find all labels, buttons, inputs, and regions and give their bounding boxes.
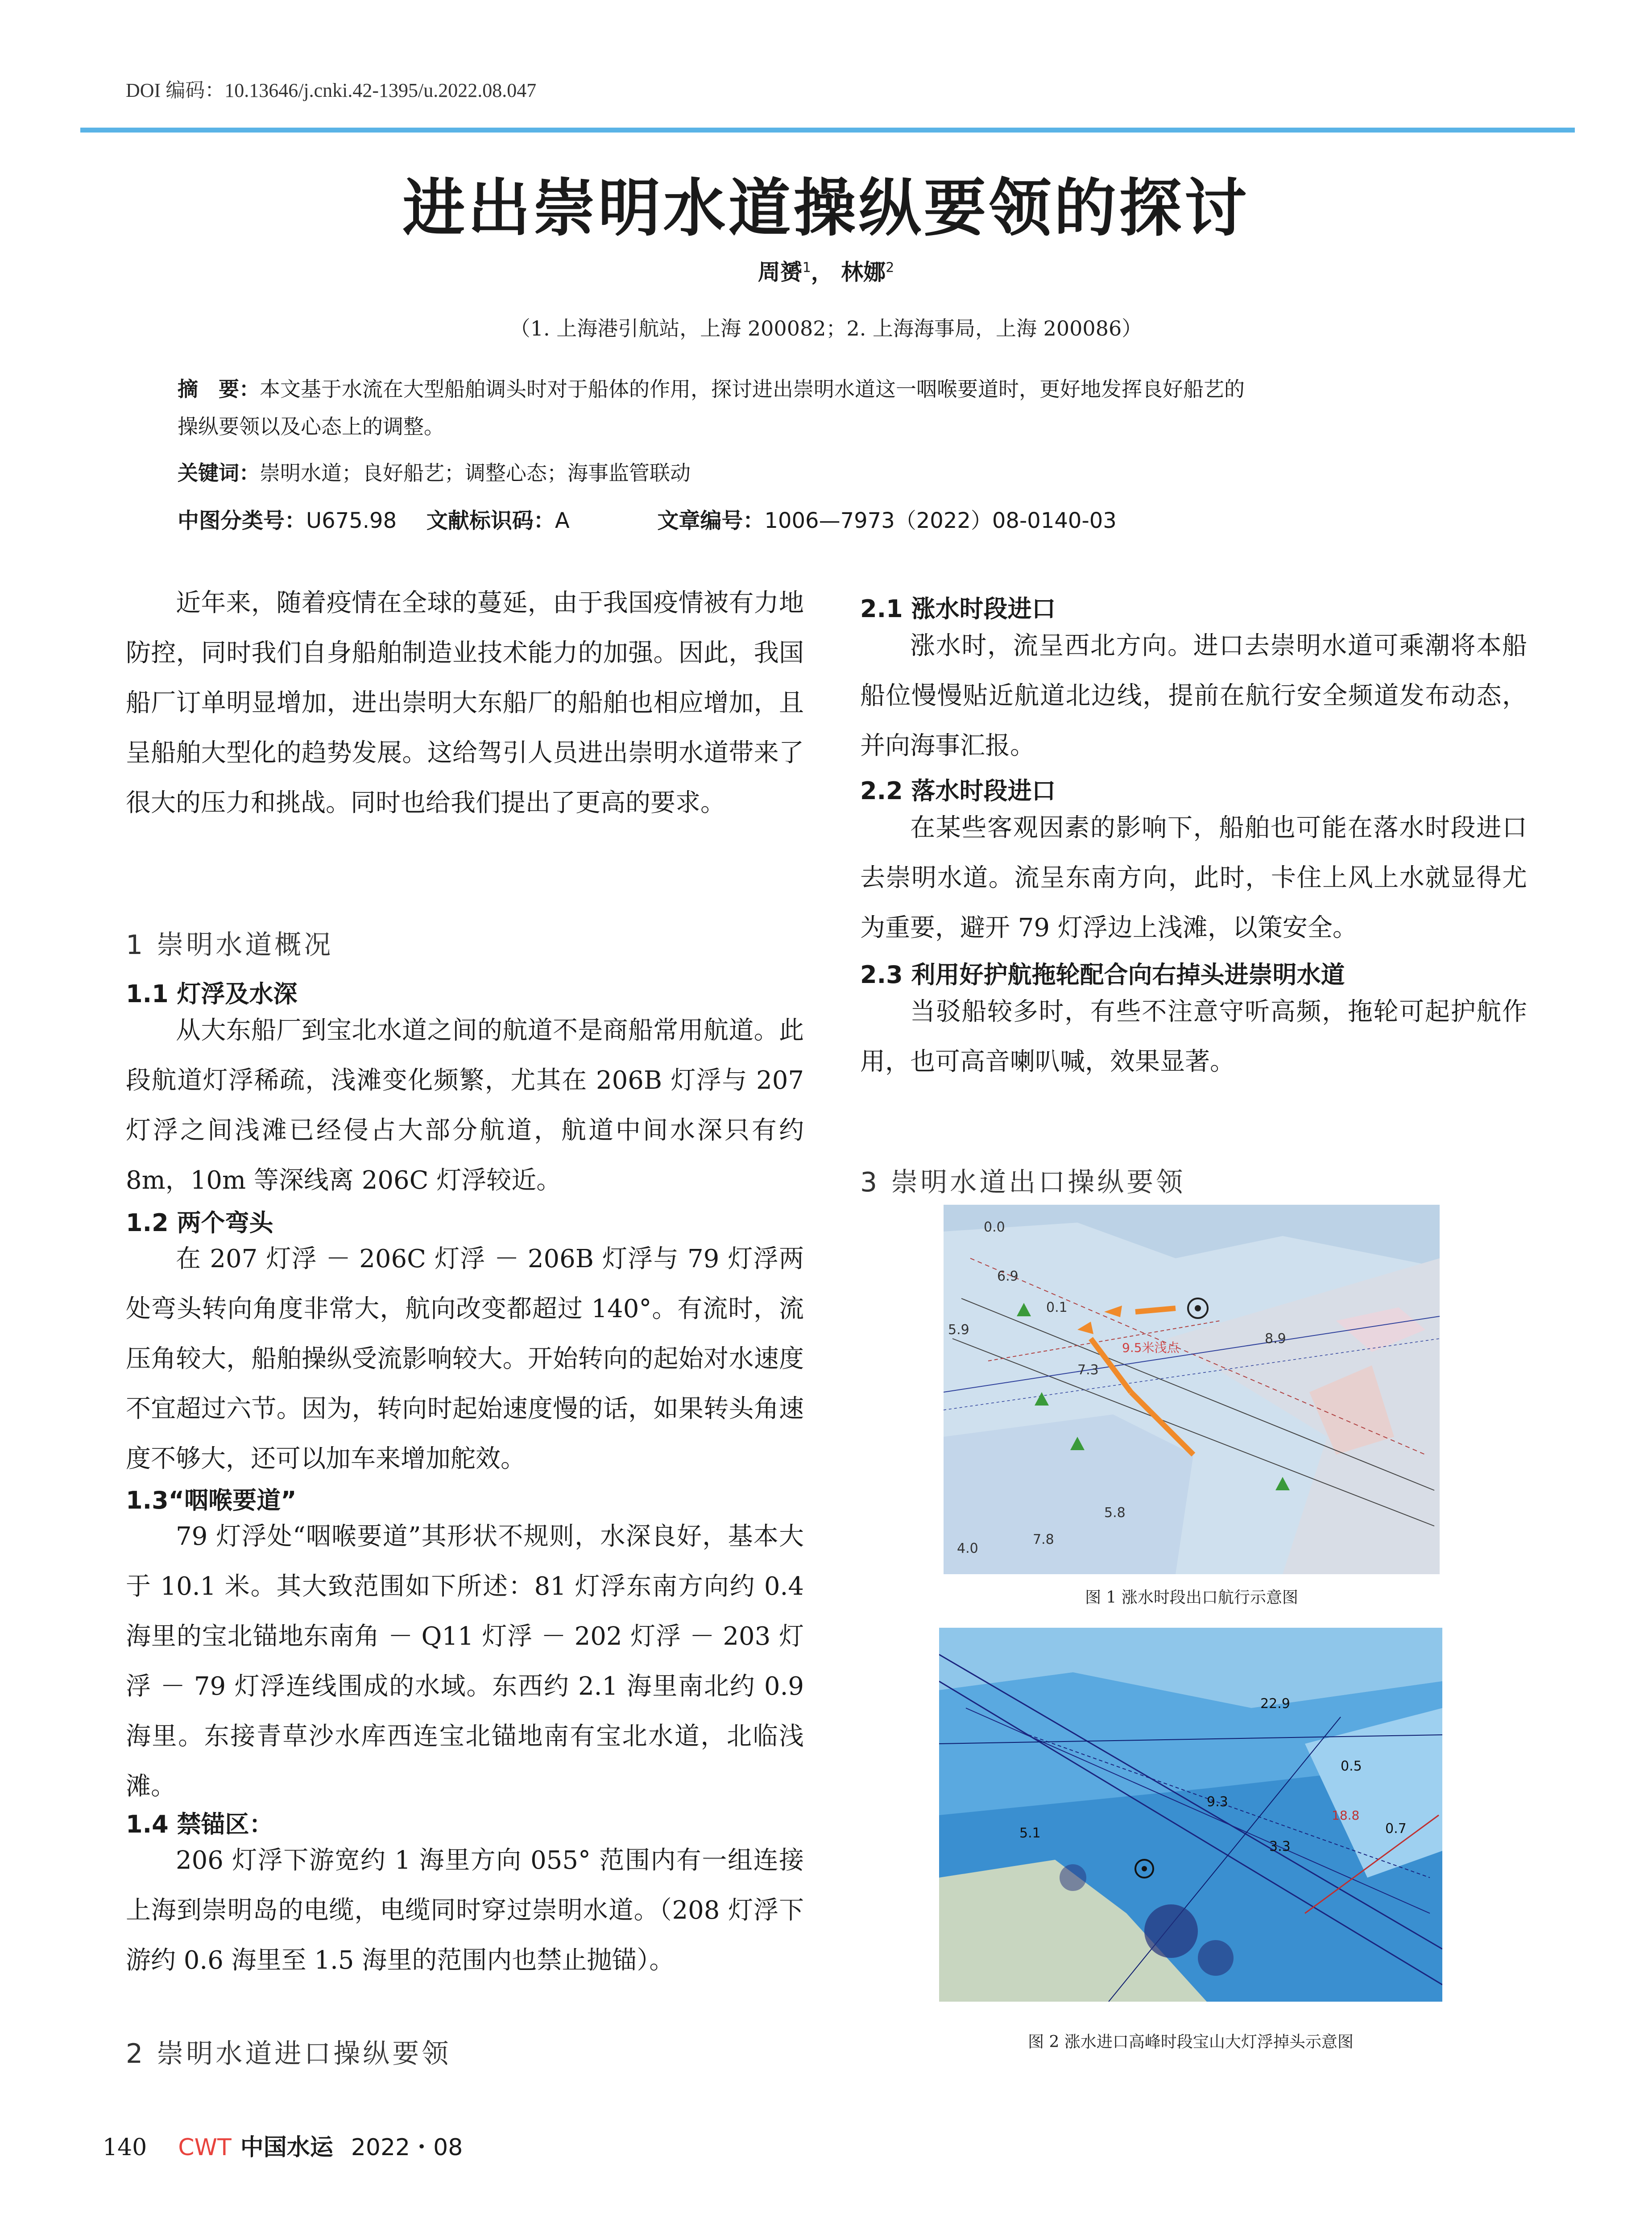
fig1-depth-2: 0.1	[1046, 1300, 1068, 1315]
figure-2-caption: 图 2 涨水进口高峰时段宝山大灯浮掉头示意图	[1028, 2033, 1354, 2051]
author-1: 周赟	[758, 259, 803, 285]
fig1-depth-9: 7.8	[1033, 1532, 1054, 1547]
clc-value: U675.98	[306, 508, 397, 533]
abstract-line-1: 本文基于水流在大型船舶调头时对于船体的作用，探讨进出崇明水道这一咽喉要道时，更好地发挥良好船艺的	[260, 377, 1245, 401]
issue-number: 2022・08	[351, 2134, 463, 2161]
abstract-line-2: 操纵要领以及心态上的调整。	[178, 415, 444, 439]
keywords-text: 崇明水道；良好船艺；调整心态；海事监管联动	[260, 461, 691, 485]
paragraph-1-2: 在 207 灯浮 － 206C 灯浮 － 206B 灯浮与 79 灯浮两处弯头转向角度非常大，航向改变都超过 140°。有流时，流压角较大，船舶操纵受流影响较大。开始转向的起始对水速度不宜超过六节。因为，转向时起始速度慢的话，如果转头角速度不够大，还可以加车来增加舵效。	[126, 1244, 804, 1473]
section-1-3-heading: 1.3“咽喉要道”	[126, 1486, 297, 1514]
figure-1-caption: 图 1 涨水时段出口航行示意图	[1085, 1588, 1298, 1607]
fig1-depth-1: 0.0	[984, 1219, 1005, 1235]
paragraph-2-2: 在某些客观因素的影响下，船舶也可能在落水时段进口去崇明水道。流呈东南方向，此时，卡住上风上水就显得尤为重要，避开 79 灯浮边上浅滩，以策安全。	[860, 813, 1527, 942]
article-title: 进出崇明水道操纵要领的探讨	[402, 172, 1250, 245]
section-1-1-heading: 1.1 灯浮及水深	[126, 980, 298, 1008]
section-2-1-heading: 2.1 涨水时段进口	[860, 595, 1056, 623]
fig2-depth-6: 3.3	[1269, 1839, 1291, 1854]
section-2-1-body	[860, 621, 1527, 771]
fig1-depth-4: 5.9	[948, 1322, 969, 1338]
section-2-2-body	[860, 803, 1527, 953]
section-2-heading: 2 崇明水道进口操纵要领	[126, 2038, 451, 2069]
fig1-depth-6: 7.3	[1077, 1362, 1099, 1378]
keywords	[178, 454, 1485, 492]
author-2-sup: 2	[886, 260, 894, 276]
section-1-heading: 1 崇明水道概况	[126, 929, 334, 961]
section-2-3-body	[860, 987, 1527, 1087]
left-column	[126, 578, 804, 828]
author-1-sup: 1	[802, 260, 811, 276]
abstract-label: 摘 要：	[178, 377, 260, 401]
paragraph-1-1: 从大东船厂到宝北水道之间的航道不是商船常用航道。此段航道灯浮稀疏，浅滩变化频繁，尤其在 206B 灯浮与 207 灯浮之间浅滩已经侵占大部分航道，航道中间水深只有约 8m，10m 等深线离 206C 灯浮较近。	[126, 1016, 804, 1195]
classification-row	[178, 503, 1117, 534]
section-3-heading: 3 崇明水道出口操纵要领	[860, 1167, 1186, 1198]
keywords-label: 关键词：	[178, 461, 260, 485]
article-no-value: 1006—7973（2022）08-0140-03	[764, 508, 1117, 533]
fig2-depth-1: 22.9	[1260, 1696, 1290, 1712]
section-2-2-heading: 2.2 落水时段进口	[860, 777, 1056, 805]
abstract-continuation	[178, 408, 1485, 445]
section-1-3-body	[126, 1512, 804, 1812]
figure-1	[944, 1205, 1440, 1574]
intro-paragraph: 近年来，随着疫情在全球的蔓延，由于我国疫情被有力地防控，同时我们自身船舶制造业技术能力的加强。因此，我国船厂订单明显增加，进出崇明大东船厂的船舶也相应增加，且呈船舶大型化的趋势发展。这给驾引人员进出崇明水道带来了很大的压力和挑战。同时也给我们提出了更高的要求。	[126, 589, 804, 817]
paragraph-2-3: 当驳船较多时，有些不注意守听高频，拖轮可起护航作用，也可高音喇叭喊，效果显著。	[860, 997, 1527, 1076]
abstract-block	[178, 370, 1485, 408]
section-2-3-heading: 2.3 利用好护航拖轮配合向右掉头进崇明水道	[860, 961, 1345, 989]
journal-name: 中国水运	[240, 2134, 333, 2161]
section-1-2-heading: 1.2 两个弯头	[126, 1209, 273, 1237]
clc-label: 中图分类号：	[178, 508, 306, 533]
page-number: 140	[103, 2134, 147, 2161]
affiliation: （1. 上海港引航站，上海 200082；2. 上海海事局，上海 200086）	[509, 316, 1143, 340]
code-value: A	[555, 508, 570, 533]
figure-2	[939, 1628, 1442, 2002]
author-2: 林娜	[841, 259, 886, 285]
fig2-depth-5: 0.7	[1385, 1821, 1407, 1837]
cwt-logo: CWT	[178, 2134, 232, 2161]
section-1-1-body	[126, 1006, 804, 1206]
paragraph-1-4: 206 灯浮下游宽约 1 海里方向 055° 范围内有一组连接上海到崇明岛的电缆，电缆同时穿过崇明水道。（208 灯浮下游约 0.6 海里至 1.5 海里的范围内也禁止抛锚）。	[126, 1846, 804, 1975]
fig1-depth-5: 8.9	[1265, 1331, 1286, 1347]
fig1-depth-7: 5.8	[1104, 1505, 1126, 1521]
fig1-shoal-label: 9.5米浅点	[1122, 1340, 1180, 1355]
fig2-depth-3: 9.3	[1207, 1794, 1228, 1810]
fig1-depth-3: 6.9	[997, 1269, 1019, 1284]
page-footer	[103, 2128, 463, 2162]
fig2-depth-4: 18.8	[1332, 1808, 1360, 1823]
figure-1-chart	[944, 1205, 1440, 1574]
header-rule	[80, 128, 1575, 133]
section-1-4-body	[126, 1836, 804, 1986]
figure-2-chart	[939, 1628, 1442, 2002]
fig2-depth-2: 0.5	[1341, 1758, 1362, 1774]
author-separator: ，	[811, 259, 833, 285]
section-1-2-body	[126, 1234, 804, 1484]
doi-line: DOI 编码：10.13646/j.cnki.42-1395/u.2022.08.047	[126, 79, 537, 101]
article-no-label: 文章编号：	[657, 508, 765, 533]
paragraph-2-1: 涨水时，流呈西北方向。进口去崇明水道可乘潮将本船船位慢慢贴近航道北边线，提前在航行安全频道发布动态，并向海事汇报。	[860, 631, 1527, 760]
fig2-depth-7: 5.1	[1019, 1825, 1041, 1841]
section-1-4-heading: 1.4 禁锚区：	[126, 1810, 273, 1838]
fig1-depth-8: 4.0	[957, 1541, 978, 1556]
code-label: 文献标识码：	[426, 508, 555, 533]
author-line	[0, 254, 1652, 286]
paragraph-1-3: 79 灯浮处“咽喉要道”其形状不规则，水深良好，基本大于 10.1 米。其大致范围如下所述：81 灯浮东南方向约 0.4 海里的宝北锚地东南角 － Q11 灯浮 － 202 灯浮 － 203 灯浮 － 79 灯浮连线围成的水域。东西约 2.1 海里南北约 0.9 海里。东接青草沙水库西连宝北锚地南有宝北水道，北临浅滩。	[126, 1522, 804, 1801]
